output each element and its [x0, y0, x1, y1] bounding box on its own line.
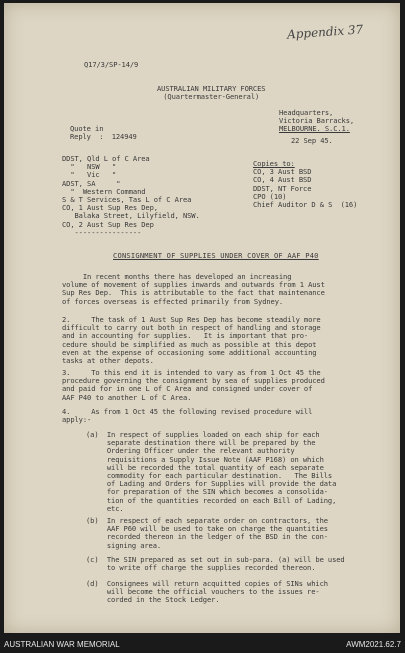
document-page [4, 3, 400, 633]
addressee-line: Balaka Street, Lilyfield, NSW. [62, 211, 200, 221]
sub-paragraph-line: etc. [86, 503, 124, 513]
copies-line: CO, 4 Aust BSD [253, 175, 312, 185]
paragraph-line: 2. The task of 1 Aust Sup Res Dep has become steadily more [62, 315, 321, 324]
paragraph-line: tasks at other depots. [62, 356, 154, 366]
addressee-line: " NSW " [62, 162, 117, 172]
paragraph-line: difficult to carry out both in respect of handling and storage [62, 323, 321, 333]
sub-paragraph-line: tion of the quantities recorded on each Bill of Lading, [86, 495, 337, 505]
paragraph-line: apply:- [62, 415, 92, 425]
document-heading: CONSIGNMENT OF SUPPLIES UNDER COVER OF AAF P40 [113, 251, 319, 260]
paragraph-line: and in accounting for supplies. It is important that pro- [62, 331, 309, 341]
sub-paragraph-line: commodity for each particular destination. The Bills [86, 471, 333, 481]
paragraph-line: procedure governing the consignment by sea of supplies produced [62, 376, 325, 386]
paragraph [62, 273, 325, 306]
sub-paragraph-line: will become the official vouchers to the issues re- [86, 587, 320, 597]
sub-paragraph-line: (b) In respect of each separate order on contractors, the [86, 516, 328, 525]
paragraph-line: even at the expense of occasioning some additional accounting [62, 347, 317, 357]
archive-name: AUSTRALIAN WAR MEMORIAL [4, 640, 120, 649]
sub-paragraph-line: (a) In respect of supplies loaded on each ship for each [86, 430, 320, 439]
sub-paragraph-line: requisitions a Supply Issue Note (AAF P168) on which [86, 454, 324, 464]
addressee-list [62, 155, 200, 237]
hq-line: Victoria Barracks, [279, 116, 355, 126]
sub-paragraph-line: for preparation of the SIN which becomes a consolida- [86, 487, 328, 497]
copies-list [253, 160, 357, 209]
addressee-line: " Western Command [62, 186, 146, 196]
addressee-line: S & T Services, Tas L of C Area [62, 195, 192, 205]
copies-line: Copies to: [253, 159, 295, 168]
copies-line: CPO (10) [253, 191, 287, 201]
paragraph [62, 408, 312, 424]
headquarters-address [279, 109, 354, 134]
addressee-line: DDST, Qld L of C Area [62, 154, 150, 163]
sub-paragraph-line: (c) The SIN prepared as set out in sub-para. (a) will be used [86, 555, 345, 564]
paragraph [62, 369, 325, 402]
sub-paragraph-line: recorded thereon in the ledger of the BSD in the con- [86, 532, 328, 542]
org-name: AUSTRALIAN MILITARY FORCES [157, 84, 266, 93]
handwritten-annotation: Appendix 37 [286, 22, 364, 42]
copies-line: CO, 3 Aust BSD [253, 167, 312, 177]
copies-line: DDST, NT Force [253, 183, 312, 193]
sub-paragraph-line: Ordering Officer under the relevant authority [86, 446, 295, 456]
paragraph-line: Sup Res Dep. This is attributable to the fact that maintenance [62, 288, 325, 298]
copies-line: Chief Auditor D & S (16) [253, 200, 358, 210]
paragraph-line: 4. As from 1 Oct 45 the following revised procedure will [62, 407, 313, 416]
addressee-line: ADST, SA " [62, 178, 121, 188]
sub-paragraph [86, 556, 345, 572]
addressee-line: ---------------- [62, 227, 142, 237]
archive-footer [0, 638, 405, 653]
sub-paragraph-line: AAF P60 will be used to take on charge the quantities [86, 524, 328, 534]
sub-paragraph-line: corded in the Stock Ledger. [86, 595, 220, 605]
paragraph-line: volume of movement of supplies inwards and outwards from 1 Aust [62, 280, 325, 290]
sub-paragraph-line: separate destination there will be prepared by the [86, 438, 316, 448]
org-subtitle: (Quartermaster-General) [163, 92, 260, 102]
sub-paragraph-line: will be recorded the total quantity of each separate [86, 462, 324, 472]
organisation-header [157, 85, 265, 101]
paragraph-line: cedure should be simplified as much as possible at this depot [62, 339, 317, 349]
quote-reference [70, 125, 137, 141]
paragraph-line: In recent months there has developed an increasing [62, 272, 292, 281]
document-date: 22 Sep 45. [291, 136, 333, 145]
file-reference: Q17/3/SP-14/9 [84, 60, 139, 69]
quote-line: Quote in [70, 124, 104, 133]
archive-id: AWM2021.62.7 [346, 640, 401, 649]
paragraph-line: and paid for in one L of C Area and consigned under cover of [62, 384, 313, 394]
paragraph-line: 3. To this end it is intended to vary as from 1 Oct 45 the [62, 368, 321, 377]
addressee-line: " Vic " [62, 170, 117, 180]
sub-paragraph-line: (d) Consignees will return acquitted copies of SINs which [86, 579, 328, 588]
sub-paragraph [86, 517, 328, 550]
hq-line: Headquarters, [279, 108, 334, 117]
addressee-line: CO, 1 Aust Sup Res Dep, [62, 203, 158, 213]
paragraph [62, 316, 321, 365]
sub-paragraph-line: to write off charge the supplies recorded thereon. [86, 563, 316, 573]
sub-paragraph [86, 431, 336, 513]
quote-line: Reply : 124949 [70, 132, 137, 142]
paragraph-line: of forces overseas is effected primarily from Sydney. [62, 296, 284, 306]
addressee-line: CO, 2 Aust Sup Res Dep [62, 219, 154, 229]
sub-paragraph-line: signing area. [86, 540, 162, 550]
paragraph-line: AAF P40 to another L of C Area. [62, 392, 192, 402]
sub-paragraph-line: of Lading and Orders for Supplies will provide the data [86, 479, 337, 489]
hq-line: MELBOURNE. S.C.1. [279, 124, 350, 134]
sub-paragraph [86, 580, 328, 605]
